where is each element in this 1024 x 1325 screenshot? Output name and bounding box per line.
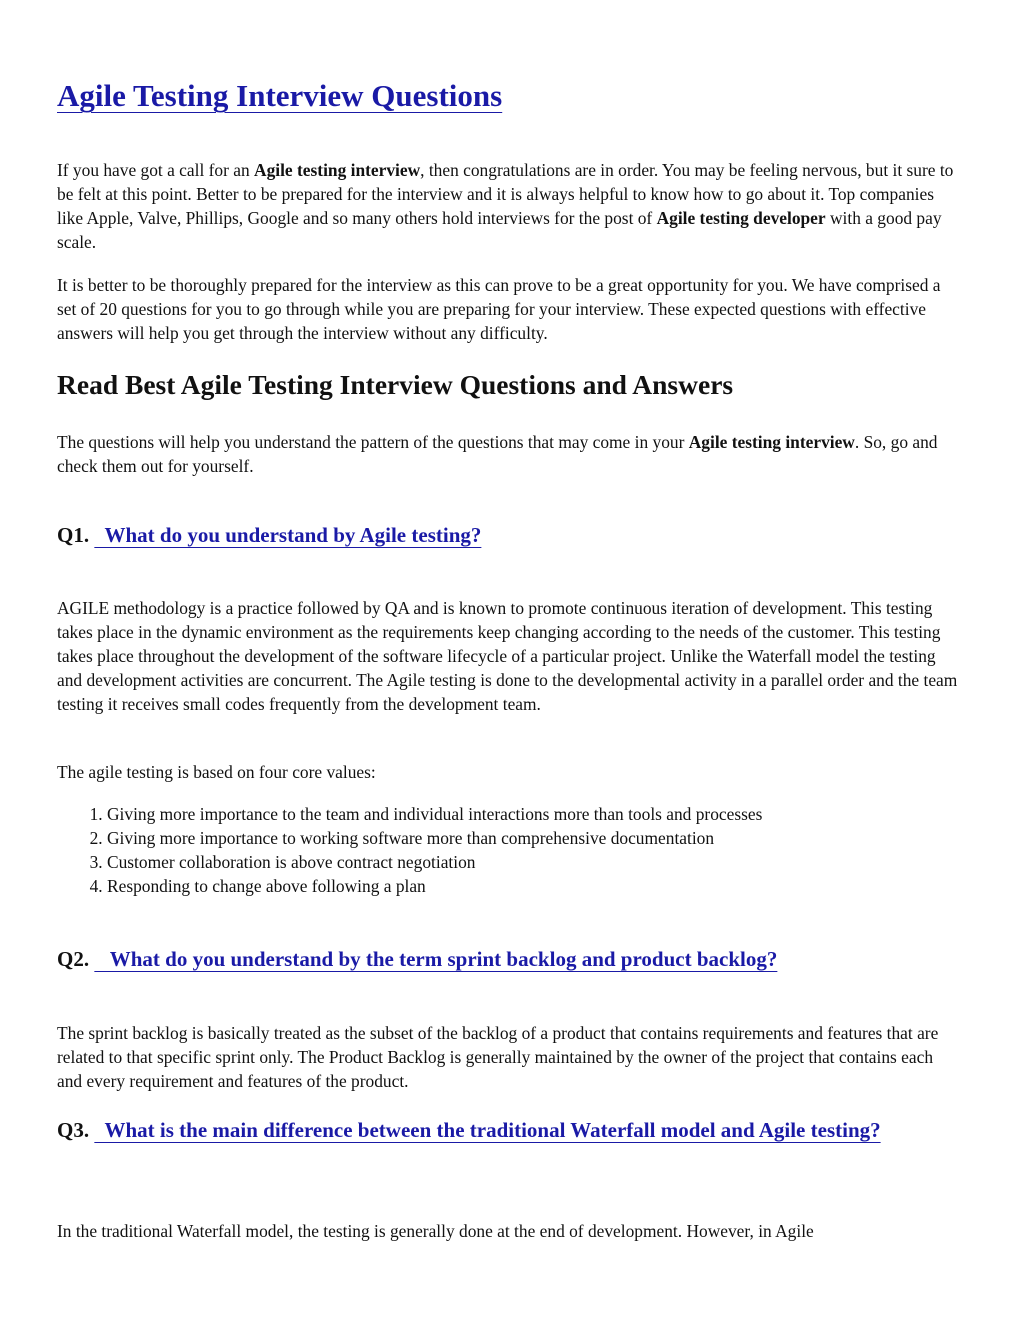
section-text-1: The questions will help you understand the pattern of the questions that may come in your: [57, 432, 689, 452]
list-item: 3. Customer collaboration is above contract negotiation: [107, 850, 967, 874]
intro-text-2: , then congratulations are in order. You may be feeling nervous, but it sure to be felt at this point. Better to be prepared for the interview and it is always helpful to know how to go about it. Top companies like Apple, Valve, Phillips, Google and so many others hold interviews for the post of: [57, 160, 954, 228]
q3-answer: In the traditional Waterfall model, the testing is generally done at the end of development. However, in Agile: [57, 1221, 814, 1241]
intro-paragraph-2: It is better to be thoroughly prepared for the interview as this can prove to be a great opportunity for you. We have comprised a set of 20 questions for you to go through while you are preparing for your interview. These expected questions with effective answers will help you get through the interview without any difficulty.: [57, 275, 941, 343]
q1-number: Q1.: [57, 523, 90, 547]
section-heading: Read Best Agile Testing Interview Questions and Answers: [57, 369, 734, 400]
intro-text-1: If you have got a call for an: [57, 160, 255, 180]
section-text-2: . So, go and check them out for yourself.: [57, 432, 938, 476]
core-values-list: [57, 802, 967, 898]
intro-bold-1: Agile testing interview: [254, 160, 421, 180]
intro-bold-2: Agile testing developer: [656, 208, 826, 228]
list-item: 2. Giving more importance to working software more than comprehensive documentation: [107, 826, 967, 850]
q2-number: Q2.: [57, 947, 90, 971]
q3-question-link[interactable]: What is the main difference between the traditional Waterfall model and Agile testing?: [94, 1118, 881, 1142]
list-item: 4. Responding to change above following a plan: [107, 874, 967, 898]
q1-values-intro: The agile testing is based on four core values:: [57, 762, 376, 782]
q1-answer: AGILE methodology is a practice followed by QA and is known to promote continuous iteration of development. This testing takes place in the dynamic environment as the requirements keep changing according to the needs of the customer. This testing takes place throughout the development of the software lifecycle of a particular project. Unlike the Waterfall model the testing and development activities are concurrent. The Agile testing is done to the developmental activity in a parallel order and the team testing it receives small codes frequently from the development team.: [57, 598, 958, 714]
section-bold: Agile testing interview: [688, 432, 855, 452]
section-intro-paragraph: [57, 430, 962, 478]
q2-heading: [57, 945, 962, 974]
q2-answer: The sprint backlog is basically treated as the subset of the backlog of a product that contains requirements and features that are related to that specific sprint only. The Product Backlog is generally maintained by the owner of the project that contains each and every requirement and features of the product.: [57, 1023, 939, 1091]
intro-paragraph-1: [57, 158, 962, 254]
q3-heading: [57, 1116, 917, 1145]
intro-text-3: with a good pay scale.: [57, 208, 942, 252]
q3-number: Q3.: [57, 1118, 90, 1142]
q2-question-link[interactable]: What do you understand by the term sprint backlog and product backlog?: [94, 947, 778, 971]
q1-question-link[interactable]: What do you understand by Agile testing?: [94, 523, 482, 547]
page-title-link[interactable]: Agile Testing Interview Questions: [57, 78, 503, 113]
list-item: 1. Giving more importance to the team and individual interactions more than tools and processes: [107, 802, 967, 826]
q1-heading: [57, 521, 962, 550]
